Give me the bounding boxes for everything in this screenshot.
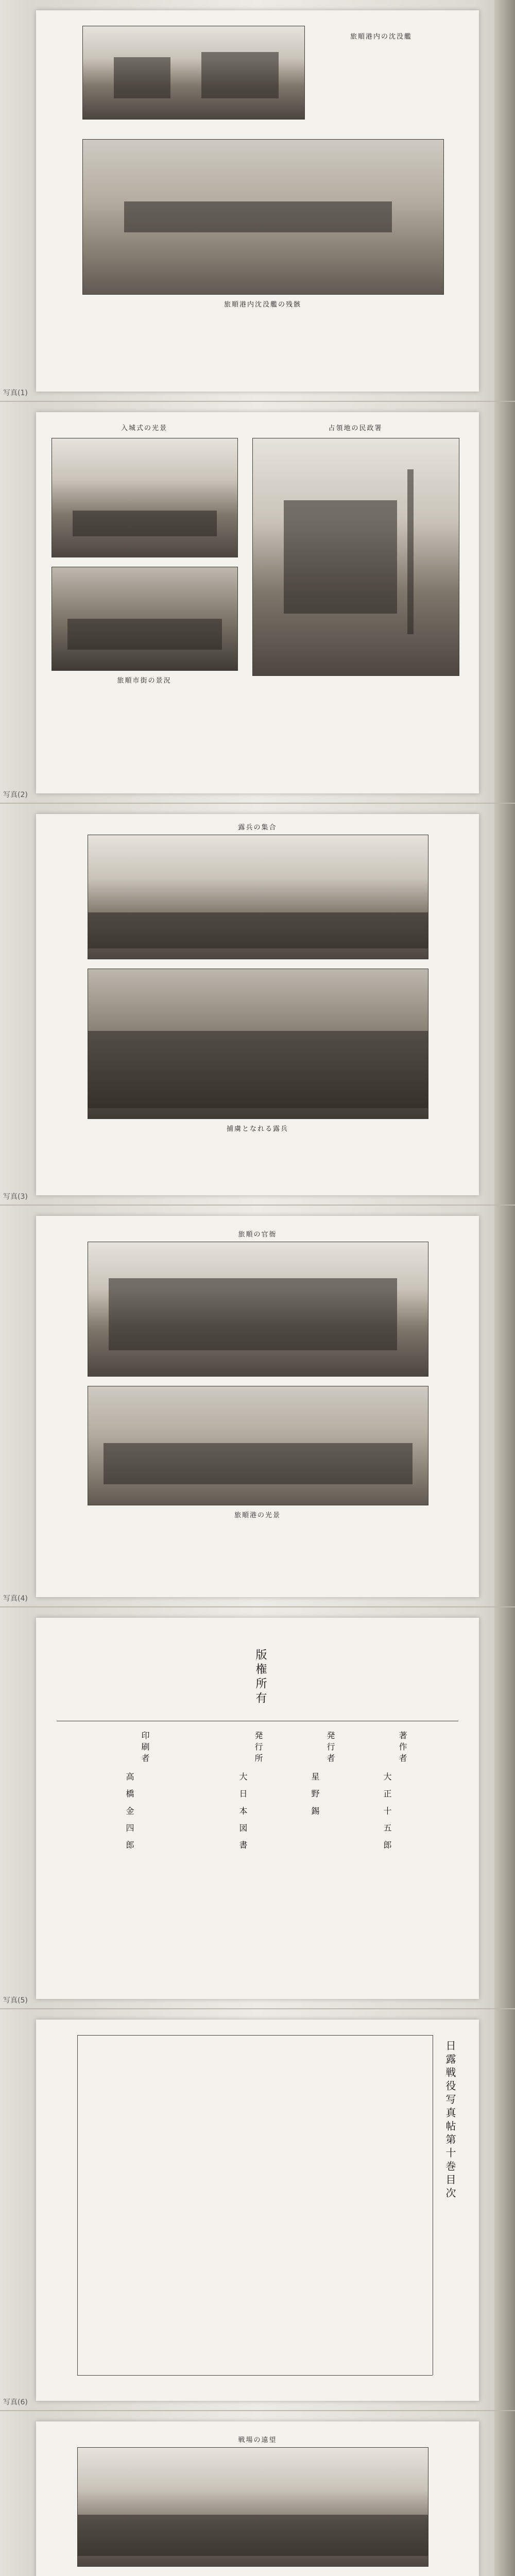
divider [77,2375,433,2376]
caption-top: 戦場の遠望 [238,2436,277,2444]
caption-top: 旅順の官衙 [238,1231,277,1239]
photo-sunken-ships [82,139,444,295]
caption-left-top: 入城式の光景 [121,425,167,432]
book-spine [494,804,515,1205]
album-page [36,814,479,1195]
copyright-label: 版権所有 [254,1649,267,1706]
printing-label: 印刷者 [140,1731,150,1765]
photo-ruined-houses [82,26,305,120]
issuer-label: 発行所 [253,1731,263,1765]
album-page [36,1216,479,1597]
caption-right-top: 占領地の民政署 [328,425,383,432]
toc-title: 日露戦役写真帖第十巻目次 [444,2040,456,2201]
frame-label: 写真(1) [3,389,28,397]
divider [77,2035,433,2036]
toc-page [36,2020,479,2401]
caption-bottom: 旅順港の光景 [234,1512,281,1519]
caption-left-bottom: 旅順市街の景況 [117,677,171,685]
photo-street-scene [52,567,238,671]
book-spine [494,2411,515,2576]
photo-street-troops [52,438,238,557]
divider [77,2035,78,2375]
printer-label: 発行者 [325,1731,335,1765]
frame-label: 写真(5) [3,1996,28,2005]
author-label: 著作者 [398,1731,407,1765]
book-spine [494,2009,515,2410]
frame-label: 写真(6) [3,2398,28,2406]
photo-soldiers-crowd [88,969,428,1119]
toc-spread [0,2009,515,2411]
frame-label: 写真(3) [3,1193,28,1201]
colophon-page [36,1618,479,1999]
photo-spread-3 [0,804,515,1206]
frame-label: 写真(4) [3,1595,28,1603]
printer-name: 星 野 錫 [310,1772,320,1818]
photo-spread-7 [0,2411,515,2576]
photo-spread-2 [0,402,515,804]
photo-battlefield-hills [77,2447,428,2567]
caption-top: 露兵の集合 [238,824,277,832]
colophon-spread [0,1607,515,2009]
book-spine [494,402,515,803]
album-page [36,2421,479,2576]
caption-top-right: 旅順港内の沈没艦 [350,33,412,41]
book-spine [494,1607,515,2008]
author-name: 大 正 十 五 郎 [382,1772,392,1852]
book-spine [494,0,515,401]
photo-troops-field [88,835,428,959]
photo-spread-4 [0,1206,515,1607]
photo-harbor-ruins [88,1386,428,1505]
issuer-name: 大 日 本 図 書 [238,1772,248,1852]
album-page [36,10,479,392]
photo-large-building [88,1242,428,1377]
caption-bottom: 捕虜となれる露兵 [226,1125,288,1133]
printing-name: 高 橋 金 四 郎 [125,1772,134,1852]
photo-flag-building [252,438,459,676]
caption-bottom: 旅順港内沈没艦の残骸 [224,301,301,309]
frame-label: 写真(2) [3,791,28,799]
photo-spread-1 [0,0,515,402]
book-spine [494,1206,515,1606]
album-page [36,412,479,793]
